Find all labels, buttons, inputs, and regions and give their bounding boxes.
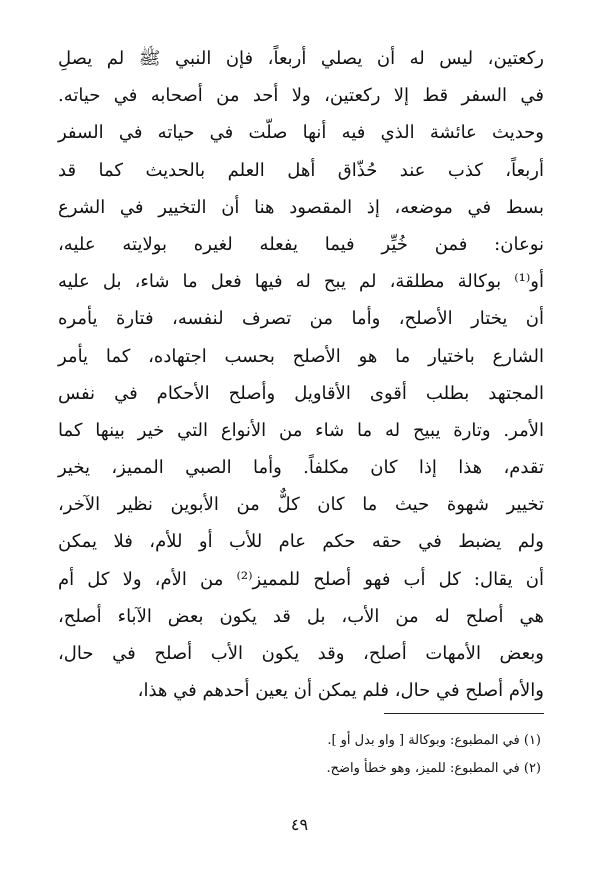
text-line: وحديث عائشة الذي فيه أنها صلّت في حياته في السفر [58,122,544,144]
text-line: أن يختار الأصلح، وأما من تصرف لنفسه، فتارة يأمره [58,308,544,330]
text-line: الشارع باختيار ما هو الأصلح بحسب اجتهاده، كما يأمر [58,345,544,367]
text-line: بسط في موضعه، إذ المقصود هنا أن التخيير في الشرع [58,196,544,218]
text-line: تقدم، هذا إذا كان مكلفاً. وأما الصبي المميز، يخير [58,457,544,479]
text-line: نوعان: فمن خُيِّر فيما يفعله لغيره بولايته عليه، [58,233,544,255]
text-line: المجتهد بطلب أقوى الأقاويل وأصلح الأحكام في نفس [58,382,544,404]
footnote-divider [384,713,544,714]
text-line: الأمر. وتارة يبيح له ما شاء من الأنواع التي خير بينها كما [58,419,544,441]
text-line: والأم أصلح في حال، فلم يمكن أن يعين أحدهم في هذا، [137,680,544,702]
text-line: تخيير شهوة حيث ما كان كلٌّ من الأبوين نظير الآخر، [58,494,544,516]
footnote: (٢) في المطبوع: للميز، وهو خطأ واضح. [326,761,541,776]
footnote: (١) في المطبوع: وبوكالة [ واو بدل أو ]. [327,733,541,748]
text-line: هي أصلح له من الأب، بل قد يكون بعض الآباء أصلح، [58,605,544,627]
page-number: ٤٩ [290,815,309,834]
text-line: أربعاً، كذب عند حُذّاق أهل العلم بالحديث كما قد [58,159,544,181]
text-line: في السفر قط إلا ركعتين، ولا أحد من أصحابه في حياته. [58,85,544,107]
text-line: أو⁽¹⁾ بوكالة مطلقة، لم يبح له فيها فعل ما شاء، بل عليه [58,271,544,293]
main-text [58,40,544,709]
footnotes [55,727,541,783]
text-line: ركعتين، ليس له أن يصلي أربعاً، فإن النبي ﷺ لم يصلِ [58,48,544,69]
text-line: وبعض الأمهات أصلح، وقد يكون الأب أصلح في حال، [58,643,544,664]
text-line: ولم يضبط في حقه حكم عام للأب أو للأم، فلا يمكن [58,531,544,553]
text-line: أن يقال: كل أب فهو أصلح للمميز⁽²⁾ من الأم، ولا كل أم [58,568,544,590]
